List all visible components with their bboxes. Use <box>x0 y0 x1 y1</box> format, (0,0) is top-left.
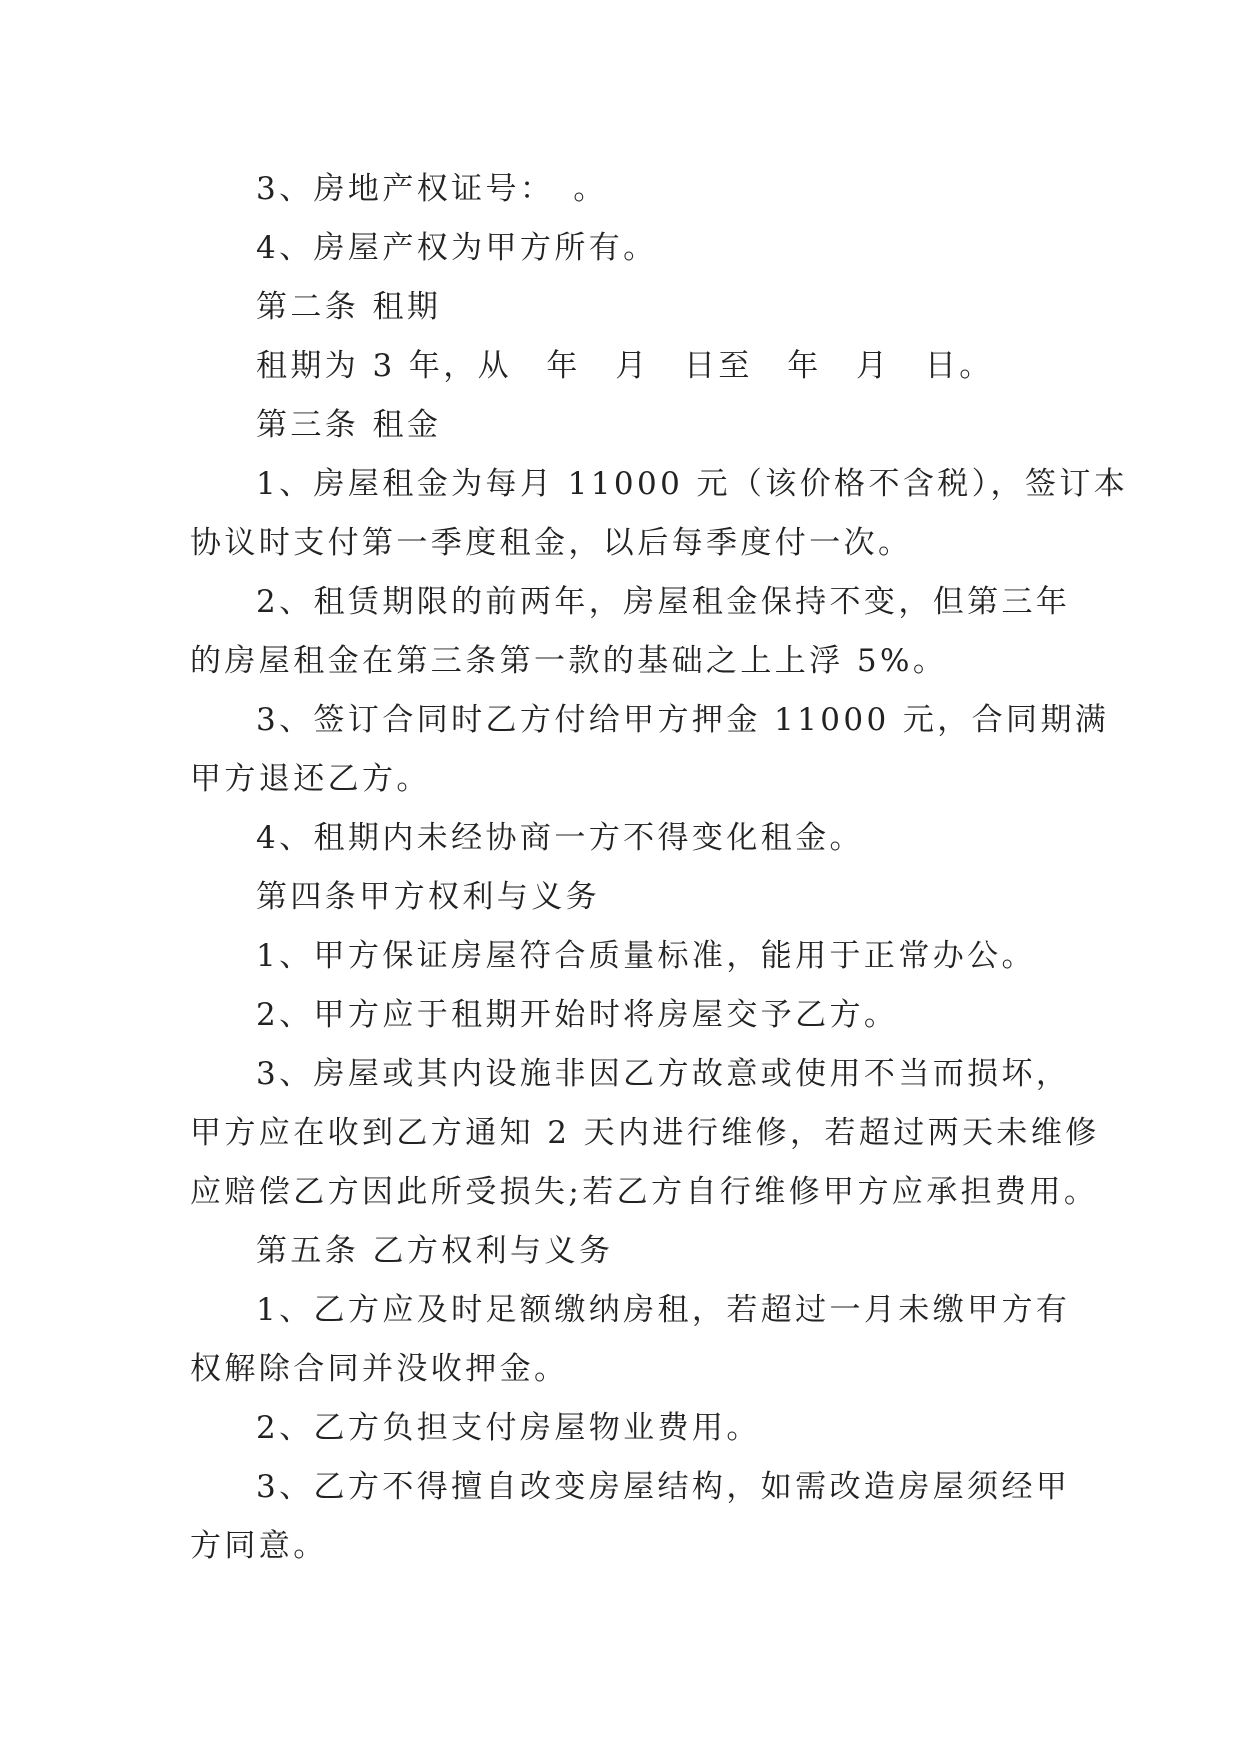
section-heading: 第二条 租期 <box>256 289 442 325</box>
text-line: 甲方退还乙方。 <box>190 761 431 797</box>
text-line: 3、乙方不得擅自改变房屋结构，如需改造房屋须经甲 <box>256 1469 1071 1505</box>
text-line: 4、租期内未经协商一方不得变化租金。 <box>256 820 864 856</box>
text-line: 3、房地产权证号： 。 <box>256 171 608 207</box>
text-line: 1、乙方应及时足额缴纳房租，若超过一月未缴甲方有 <box>256 1292 1071 1328</box>
text-line: 应赔偿乙方因此所受损失;若乙方自行维修甲方应承担费用。 <box>190 1174 1099 1210</box>
text-line: 甲方应在收到乙方通知 2 天内进行维修，若超过两天未维修 <box>190 1115 1100 1151</box>
text-line: 2、租赁期限的前两年，房屋租金保持不变，但第三年 <box>256 584 1071 620</box>
text-line: 3、签订合同时乙方付给甲方押金 11000 元，合同期满 <box>256 702 1110 738</box>
text-line: 协议时支付第一季度租金，以后每季度付一次。 <box>190 525 913 561</box>
text-line: 1、房屋租金为每月 11000 元（该价格不含税），签订本 <box>256 466 1129 502</box>
text-line: 的房屋租金在第三条第一款的基础之上上浮 5%。 <box>190 643 948 679</box>
text-line: 租期为 3 年，从 年 月 日至 年 月 日。 <box>256 348 994 384</box>
section-heading: 第五条 乙方权利与义务 <box>256 1233 614 1269</box>
section-heading: 第三条 租金 <box>256 407 442 443</box>
text-line: 3、房屋或其内设施非因乙方故意或使用不当而损坏， <box>256 1056 1071 1092</box>
text-line: 2、甲方应于租期开始时将房屋交予乙方。 <box>256 997 899 1033</box>
contract-body <box>190 160 1129 1576</box>
text-line: 1、甲方保证房屋符合质量标准，能用于正常办公。 <box>256 938 1036 974</box>
text-line: 4、房屋产权为甲方所有。 <box>256 230 658 266</box>
text-line: 方同意。 <box>190 1528 328 1564</box>
text-line: 权解除合同并没收押金。 <box>190 1351 569 1387</box>
section-heading: 第四条甲方权利与义务 <box>256 879 600 915</box>
text-line: 2、乙方负担支付房屋物业费用。 <box>256 1410 761 1446</box>
